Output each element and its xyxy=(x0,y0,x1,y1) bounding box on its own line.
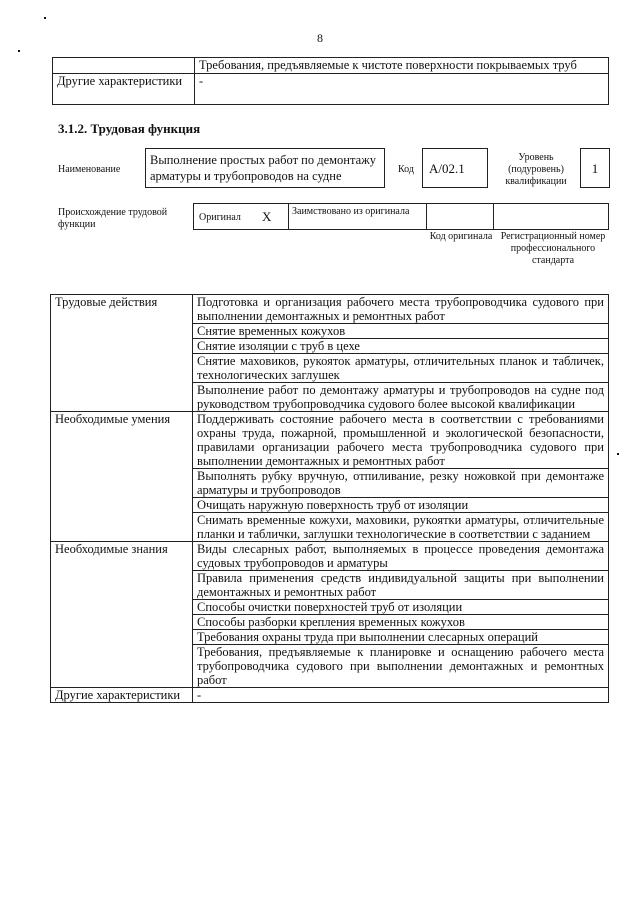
other-value: - xyxy=(193,688,609,703)
table-row xyxy=(51,412,609,469)
level-value: 1 xyxy=(580,148,610,188)
top-table xyxy=(52,57,609,105)
table-row xyxy=(51,688,609,703)
function-code: А/02.1 xyxy=(422,148,488,188)
section-label: Трудовые действия xyxy=(51,295,193,412)
code-label: Код xyxy=(398,164,414,175)
top-table-row2-label: Другие характеристики xyxy=(53,74,195,105)
section-label: Необходимые знания xyxy=(51,542,193,688)
borrowed-label: Заимствовано из оригинала xyxy=(292,206,410,217)
origin-row xyxy=(193,203,609,230)
table-cell: Выполнение работ по демонтажу арматуры и трубопроводов на судне под руководством трубопроводчика судового более высокой квалификации xyxy=(193,383,609,412)
table-cell: Виды слесарных работ, выполняемых в процессе проведения демонтажа судовых трубопроводов и арматуры xyxy=(193,542,609,571)
top-table-row2-value: - xyxy=(195,74,609,105)
main-table xyxy=(50,294,609,703)
table-cell: Выполнять рубку вручную, отпиливание, резку ножовкой при демонтаже арматуры и трубопроводов xyxy=(193,469,609,498)
top-table-row1-text: Требования, предъявляемые к чистоте поверхности покрываемых труб xyxy=(195,58,609,74)
table-cell: Способы очистки поверхностей труб от изоляции xyxy=(193,600,609,615)
level-label: Уровень (подуровень) квалификации xyxy=(505,152,567,187)
table-row xyxy=(51,542,609,571)
scan-mark xyxy=(44,17,46,19)
table-cell: Способы разборки крепления временных кожухов xyxy=(193,615,609,630)
table-cell: Требования, предъявляемые к планировке и оснащению рабочего места трубопроводчика судового при выполнении демонтажных и ремонтных работ xyxy=(193,645,609,688)
reg-number-cell xyxy=(493,203,609,230)
function-name: Выполнение простых работ по демонтажу арматуры и трубопроводов на судне xyxy=(145,148,385,188)
borrowed-cell xyxy=(288,203,427,230)
table-row xyxy=(51,295,609,324)
table-cell: Подготовка и организация рабочего места трубопроводчика судового при выполнении демонтажных и ремонтных работ xyxy=(193,295,609,324)
scan-mark xyxy=(617,453,619,455)
name-label: Наименование xyxy=(58,164,121,175)
page-number: 8 xyxy=(317,31,323,45)
table-cell: Очищать наружную поверхность труб от изоляции xyxy=(193,498,609,513)
table-cell: Снятие изоляции с труб в цехе xyxy=(193,339,609,354)
code-original-cell xyxy=(426,203,494,230)
table-cell: Снятие временных кожухов xyxy=(193,324,609,339)
section-title: 3.1.2. Трудовая функция xyxy=(58,121,201,136)
original-mark: X xyxy=(262,209,272,224)
table-cell: Снятие маховиков, рукояток арматуры, отличительных планок и табличек, технологических заглушек xyxy=(193,354,609,383)
scan-mark xyxy=(18,50,20,52)
table-cell: Снимать временные кожухи, маховики, рукоятки арматуры, отличительные планки и таблички, заглушки технологические в соответствии с заданием xyxy=(193,513,609,542)
other-label: Другие характеристики xyxy=(51,688,193,703)
origin-label: Происхождение трудовой функции xyxy=(58,207,168,230)
original-cell xyxy=(193,203,289,230)
section-label: Необходимые умения xyxy=(51,412,193,542)
table-cell: Правила применения средств индивидуальной защиты при выполнении демонтажных и ремонтных работ xyxy=(193,571,609,600)
table-cell: Поддерживать состояние рабочего места в соответствии с требованиями охраны труда, пожарной, промышленной и экологической безопасности, правилами организации рабочего места трубопроводчика судового при выполнении демонтажных и ремонтных работ xyxy=(193,412,609,469)
code-original-caption: Код оригинала xyxy=(429,231,493,242)
table-cell: Требования охраны труда при выполнении слесарных операций xyxy=(193,630,609,645)
reg-number-caption: Регистрационный номер профессионального стандарта xyxy=(500,231,606,266)
original-label: Оригинал xyxy=(199,212,241,223)
